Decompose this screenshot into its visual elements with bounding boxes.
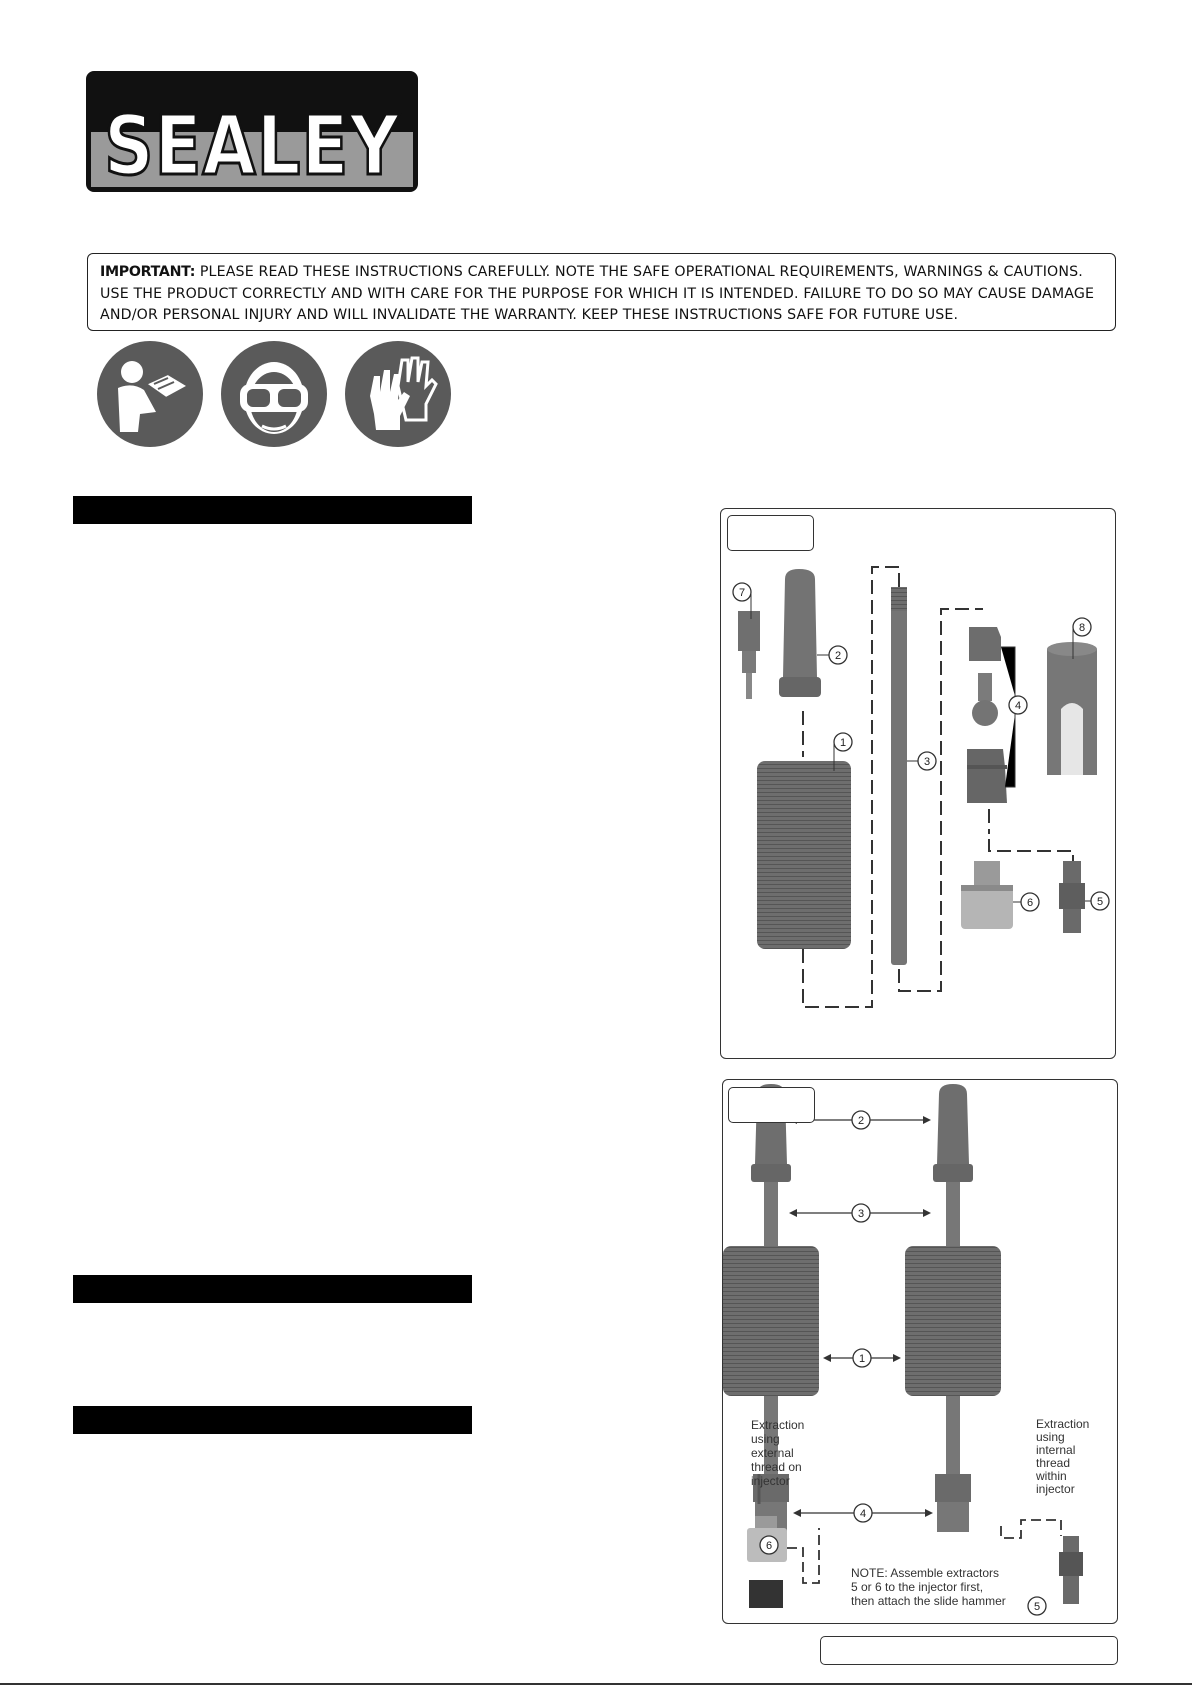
left-caption	[751, 1418, 804, 1488]
callout-1: 1	[839, 737, 847, 749]
part-4-coupling	[967, 627, 1007, 803]
part-3-shaft	[891, 587, 907, 965]
read-manual-icon	[96, 340, 204, 448]
footer-box	[820, 1636, 1118, 1665]
svg-text:SEALEY: SEALEY	[104, 99, 401, 194]
callout-5: 5	[1096, 896, 1104, 908]
svg-text:external: external	[751, 1446, 794, 1460]
figure-2-assembly	[722, 1079, 1118, 1624]
callout-4: 4	[1014, 700, 1022, 712]
tool-right	[905, 1084, 1001, 1532]
wear-goggles-icon	[220, 340, 328, 448]
svg-text:Extraction: Extraction	[751, 1418, 805, 1432]
section-header-bar	[73, 496, 472, 524]
callout-7: 7	[738, 587, 746, 599]
svg-text:thread on: thread on	[751, 1460, 802, 1474]
svg-text:then attach the slide hammer: then attach the slide hammer	[851, 1594, 1006, 1608]
svg-text:NOTE: Assemble extractors: NOTE: Assemble extractors	[851, 1566, 1000, 1580]
callout-6: 6	[1026, 897, 1034, 909]
figure-2-tag	[728, 1087, 815, 1123]
section-header-bar	[73, 1275, 472, 1303]
svg-text:5 or 6 to the injector first,: 5 or 6 to the injector first,	[851, 1580, 984, 1594]
svg-text:internal: internal	[1036, 1443, 1076, 1457]
svg-text:Extraction: Extraction	[1036, 1417, 1090, 1431]
part-7-adaptor	[738, 611, 760, 699]
sealey-logo	[85, 70, 419, 193]
callout-6: 6	[765, 1540, 773, 1552]
svg-text:injector: injector	[1036, 1482, 1075, 1496]
right-caption	[1035, 1417, 1089, 1496]
callout-5: 5	[1033, 1601, 1041, 1613]
svg-text:thread: thread	[1036, 1456, 1071, 1470]
svg-text:within: within	[1036, 1469, 1067, 1483]
svg-text:injector: injector	[751, 1474, 790, 1488]
callout-8: 8	[1078, 622, 1086, 634]
svg-text:using: using	[751, 1432, 780, 1446]
important-text: PLEASE READ THESE INSTRUCTIONS CAREFULLY. NOTE THE SAFE OPERATIONAL REQUIREMENTS, WARNINGS & CAUTIONS. USE THE PRODUCT CORRECTLY AND WITH CARE FOR THE PURPOSE FOR WHICH IT IS INTENDED. FAILURE TO DO SO MAY CAUSE DAMAGE AND/OR PERSONAL INJURY AND WILL INVALIDATE THE WARRANTY. KEEP THESE INSTRUCTIONS SAFE FOR FUTURE USE.	[100, 264, 1095, 323]
figure-1-tag	[727, 515, 814, 551]
part-8-sleeve	[1047, 642, 1097, 775]
callout-3: 3	[857, 1208, 865, 1220]
part-6-extractor	[961, 861, 1013, 929]
callout-2: 2	[834, 650, 842, 662]
callout-4: 4	[859, 1508, 867, 1520]
part-2-handle	[779, 569, 821, 697]
part-1-slide-weight	[757, 761, 851, 949]
svg-text:using: using	[1036, 1430, 1065, 1444]
part-5-extractor	[1059, 861, 1085, 933]
important-label: IMPORTANT:	[100, 264, 196, 280]
section-header-bar	[73, 1406, 472, 1434]
wear-gloves-icon	[344, 340, 452, 448]
callout-2: 2	[857, 1115, 865, 1127]
figure-1-exploded-parts	[720, 508, 1116, 1059]
part-5-extractor	[1059, 1536, 1083, 1604]
callout-3: 3	[923, 756, 931, 768]
callout-1: 1	[858, 1353, 866, 1365]
assembly-note	[851, 1566, 1006, 1608]
important-notice	[87, 253, 1116, 331]
